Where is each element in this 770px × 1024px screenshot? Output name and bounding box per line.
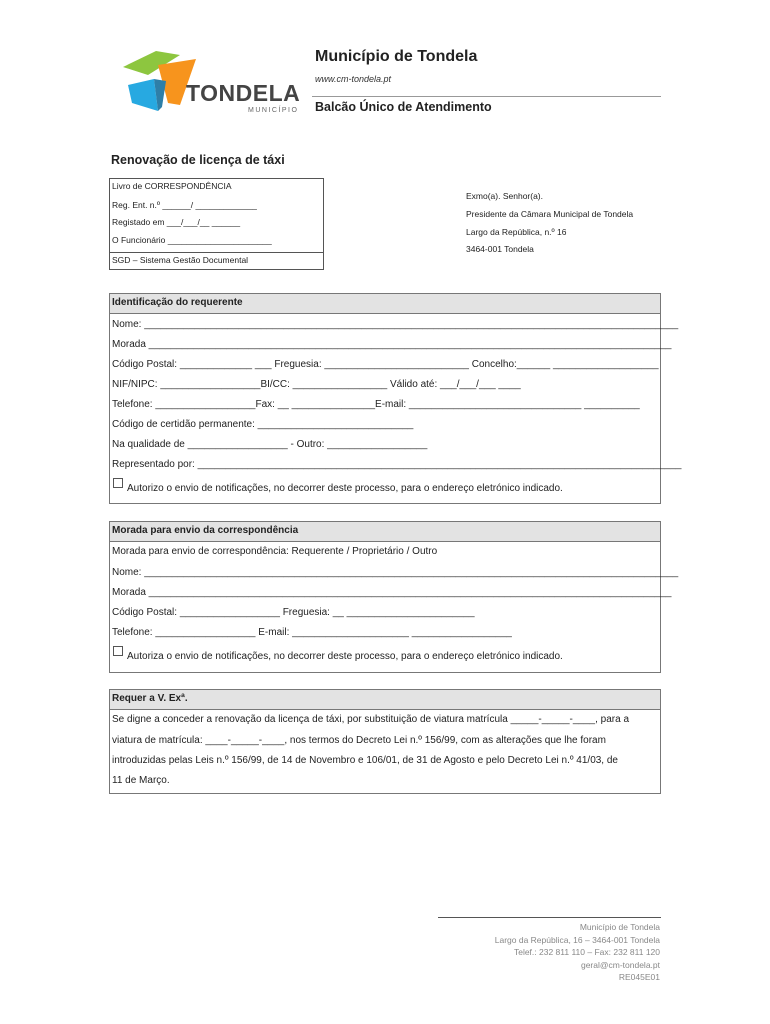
logo-blue-shape [128,79,158,111]
section-request [109,689,661,794]
correspondence-consent-checkbox[interactable] [113,646,123,656]
request-text-line-3: introduzidas pelas Leis n.º 156/99, de 14 de Novembro e 106/01, de 31 de Agosto e pelo Decreto Lei n.º 41/03, de [112,755,618,766]
applicant-postcode-field[interactable]: Código Postal: _____________ ___ Freguesia: __________________________ Concelho:______ ___________________ [112,359,659,370]
correspondence-recipient-options[interactable]: Morada para envio de correspondência: Requerente / Proprietário / Outro [112,546,438,557]
addressee-street: Largo da República, n.º 16 [466,227,567,237]
request-text-line-1[interactable]: Se digne a conceder a renovação da licença de táxi, por substituição de viatura matrícula _____-_____-____, para a [112,714,630,725]
correspondence-consent-label: Autoriza o envio de notificações, no decorrer deste processo, para o endereço eletrónico indicado. [127,651,563,662]
registry-box [109,178,324,270]
correspondence-phone-field[interactable]: Telefone: __________________ E-mail: _____________________ __________________ [112,627,512,638]
municipality-title: Município de Tondela [315,48,478,65]
section-correspondence-address [109,521,679,673]
applicant-capacity-field[interactable]: Na qualidade de __________________ - Outro: __________________ [112,439,428,450]
registry-sgd: SGD – Sistema Gestão Documental [112,255,249,265]
website-link[interactable]: www.cm-tondela.pt [315,74,392,84]
correspondence-address-field[interactable]: Morada ______________________________________________________________________________________________ [112,587,672,598]
footer-phone-fax: Telef.: 232 811 110 – Fax: 232 811 120 [513,947,660,957]
registry-book: Livro de CORRESPONDÊNCIA [112,181,232,191]
section-header [110,690,660,710]
correspondence-name-field[interactable]: Nome: ________________________________________________________________________________________________ [112,567,679,578]
applicant-name-field[interactable]: Nome: ________________________________________________________________________________________________ [112,319,679,330]
addressee-title: Presidente da Câmara Municipal de Tondela [466,209,634,219]
footer-form-code: RE045E01 [618,972,660,982]
section-title: Identificação do requerente [112,297,243,308]
section-header [110,294,660,314]
applicant-address-field[interactable]: Morada ______________________________________________________________________________________________ [112,339,672,350]
footer-name: Município de Tondela [579,922,660,932]
section-applicant-identification [109,293,682,504]
section-title: Morada para envio da correspondência [112,525,299,536]
request-text-line-2[interactable]: viatura de matrícula: ____-_____-____, nos termos do Decreto Lei n.º 156/99, com as alterações que lhe foram [112,735,606,746]
notification-consent-label: Autorizo o envio de notificações, no decorrer deste processo, para o endereço eletrónico indicado. [127,483,563,494]
section-header [110,522,660,542]
section-title: Requer a V. Exª. [112,693,188,704]
registry-entry-number[interactable]: Reg. Ent. n.º ______/ _____________ [112,200,257,210]
document-title: Renovação de licença de táxi [111,153,285,167]
logo-subtext: MUNICÍPIO [248,107,299,114]
correspondence-postcode-field[interactable]: Código Postal: __________________ Freguesia: __ _______________________ [112,607,475,618]
addressee-salutation: Exmo(a). Senhor(a). [466,191,543,201]
applicant-nif-field[interactable]: NIF/NIPC: __________________BI/CC: _________________ Válido até: ___/___/___ ____ [112,379,521,390]
applicant-representative-field[interactable]: Representado por: _______________________________________________________________________________________ [112,459,682,470]
footer-divider [438,917,661,918]
logo-wordmark: TONDELA [186,80,301,106]
footer-email[interactable]: geral@cm-tondela.pt [580,960,660,970]
header-divider [312,96,661,97]
request-text-line-4: 11 de Março. [112,775,170,786]
notification-consent-checkbox[interactable] [113,478,123,488]
registry-divider [110,252,323,253]
addressee-postcode: 3464-001 Tondela [466,244,534,254]
applicant-certificate-field[interactable]: Código de certidão permanente: ____________________________ [112,419,414,430]
footer-address: Largo da República, 16 – 3464-001 Tondela [494,935,660,945]
registry-date[interactable]: Registado em ___/___/__ ______ [112,217,241,227]
registry-clerk[interactable]: O Funcionário ______________________ [112,235,272,245]
applicant-phone-field[interactable]: Telefone: __________________Fax: __ _______________E-mail: _______________________________ __________ [112,399,640,410]
service-subtitle: Balcão Único de Atendimento [315,100,492,114]
